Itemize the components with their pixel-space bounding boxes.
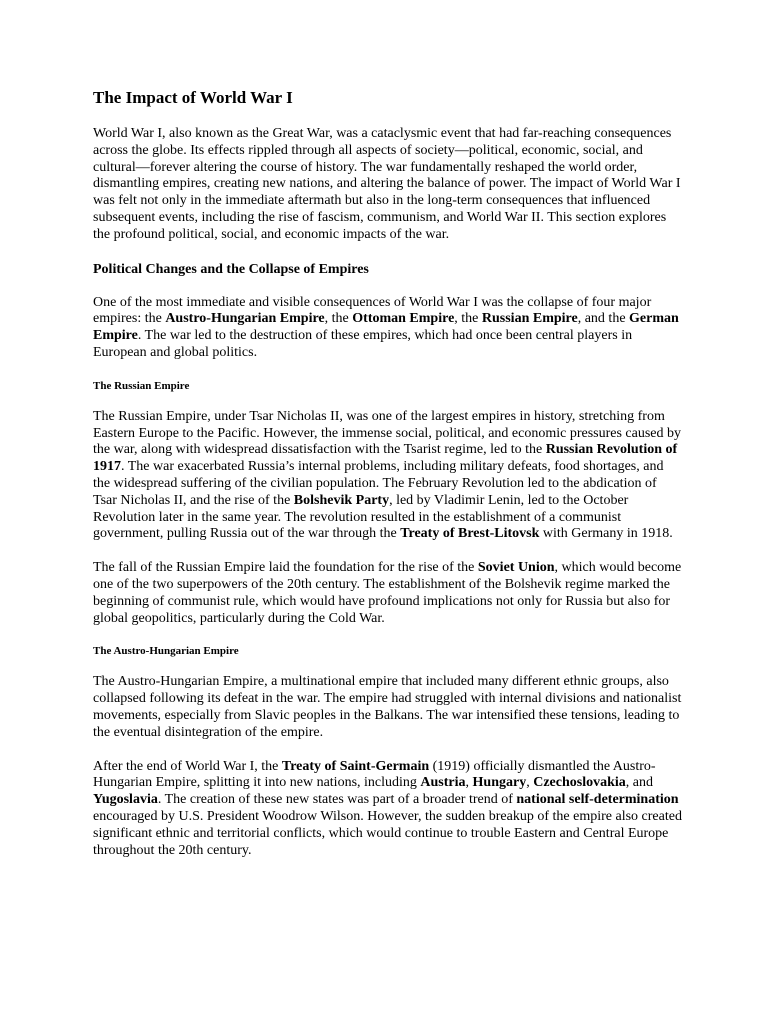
emphasis-russian-empire: Russian Empire: [481, 311, 578, 327]
russian-paragraph-2: The fall of the Russian Empire laid the foundation for the rise of the Soviet Union, which would become one of the two superpowers of the 20th century. The establishment of the Bolshevik regime marked the beginning of communist rule, which would have profound implications not only for Russia but also for global geopolitics, particularly during the Cold War.: [93, 560, 682, 626]
emphasis-hungary: Hungary: [472, 775, 527, 791]
emphasis-russian-revolution: Russian Revolution of 1917: [93, 442, 678, 475]
emphasis-yugoslavia: Yugoslavia: [93, 792, 158, 808]
emphasis-treaty-brest-litovsk: Treaty of Brest-Litovsk: [400, 526, 540, 542]
emphasis-austro-hungarian-empire: Austro-Hungarian Empire: [165, 311, 325, 327]
political-section-heading: Political Changes and the Collapse of Empires: [93, 261, 369, 277]
austro-hungarian-empire-heading: The Austro-Hungarian Empire: [93, 645, 239, 658]
austro-paragraph-1: The Austro-Hungarian Empire, a multinational empire that included many different ethnic groups, also collapsed following its defeat in the war. The empire had struggled with internal divisions and nationalist movements, especially from Slavic peoples in the Balkans. The war intensified these tensions, leading to the eventual disintegration of the empire.: [93, 674, 682, 740]
political-paragraph: One of the most immediate and visible consequences of World War I was the collapse of four major empires: the Austro-Hungarian Empire, the Ottoman Empire, the Russian Empire, and the German Empire. The war led to the destruction of these empires, which had once been central players in European and global politics.: [93, 294, 679, 360]
russian-paragraph-1: The Russian Empire, under Tsar Nicholas II, was one of the largest empires in history, stretching from Eastern Europe to the Pacific. However, the immense social, political, and economic pressures caused by the war, along with widespread dissatisfaction with the Tsarist regime, led to the Russian Revolution of 1917. The war exacerbated Russia’s internal problems, including military defeats, food shortages, and the widespread suffering of the civilian population. The February Revolution led to the abdication of Tsar Nicholas II, and the rise of the Bolshevik Party, led by Vladimir Lenin, led to the October Revolution later in the same year. The revolution resulted in the establishment of a communist government, pulling Russia out of the war through the Treaty of Brest-Litovsk with Germany in 1918.: [93, 408, 682, 542]
intro-paragraph: World War I, also known as the Great War, was a cataclysmic event that had far-reaching consequences across the globe. Its effects rippled through all aspects of society—political, economic, social, and cultural—forever altering the course of history. The war fundamentally reshaped the world order, dismantling empires, creating new nations, and altering the balance of power. The impact of World War I was felt not only in the immediate aftermath but also in the long-term consequences that influenced subsequent events, including the rise of fascism, communism, and World War II. This section explores the profound political, social, and economic impacts of the war.: [93, 126, 681, 242]
emphasis-soviet-union: Soviet Union: [477, 560, 555, 576]
document-page: [93, 88, 683, 876]
emphasis-german-empire: German Empire: [93, 311, 679, 344]
russian-empire-heading: The Russian Empire: [93, 379, 190, 392]
emphasis-bolshevik-party: Bolshevik Party: [293, 492, 390, 508]
document-title: The Impact of World War I: [93, 88, 293, 107]
emphasis-ottoman-empire: Ottoman Empire: [352, 311, 455, 327]
austro-paragraph-2: After the end of World War I, the Treaty of Saint-Germain (1919) officially dismantled the Austro-Hungarian Empire, splitting it into new nations, including Austria, Hungary, Czechoslovakia, and Yugoslavia. The creation of these new states was part of a broader trend of national self-determination encouraged by U.S. President Woodrow Wilson. However, the sudden breakup of the empire also created significant ethnic and territorial conflicts, which would continue to trouble Eastern and Central Europe throughout the 20th century.: [93, 758, 682, 858]
emphasis-austria: Austria: [420, 775, 466, 791]
emphasis-treaty-saint-germain: Treaty of Saint-Germain: [281, 758, 430, 774]
emphasis-czechoslovakia: Czechoslovakia: [533, 775, 626, 791]
emphasis-national-self-determination: national self-determination: [516, 792, 679, 808]
